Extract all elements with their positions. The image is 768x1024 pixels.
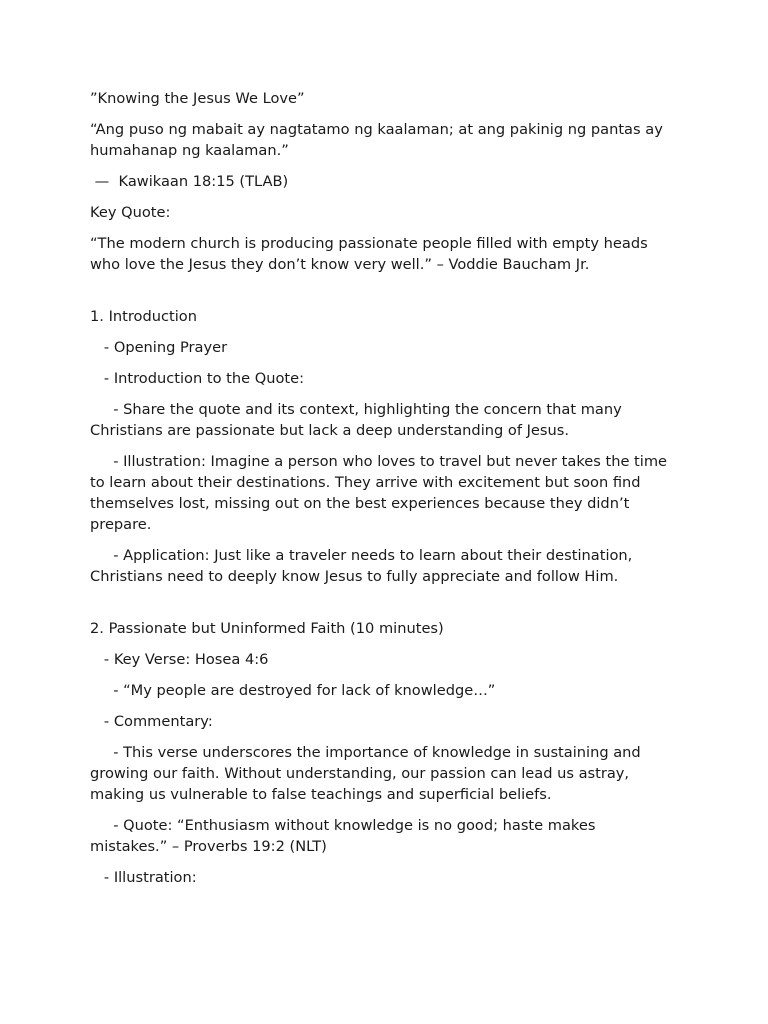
key-verse-item: - Key Verse: Hosea 4:6 — [90, 651, 269, 668]
illustration-label-item: - Illustration: — [90, 869, 197, 886]
commentary-label-item: - Commentary: — [90, 713, 213, 730]
commentary-text-item: - This verse underscores the importance of knowledge in sustaining and growing our faith. Without understanding, our passion can lead us astray, making us vulnerable to false teachings and superficial beliefs. — [90, 744, 646, 803]
share-quote-item: - Share the quote and its context, highlighting the concern that many Christians are passionate but lack a deep understanding of Jesus. — [90, 401, 627, 439]
intro-to-quote-item: - Introduction to the Quote: — [90, 370, 305, 387]
opening-prayer-item: - Opening Prayer — [90, 339, 228, 356]
illustration-item: - Illustration: Imagine a person who loves to travel but never takes the time to learn about their destinations. They arrive with excitement but soon find themselves lost, missing out on the best experiences because they didn’t prepare. — [90, 453, 672, 533]
epigraph-quote: “Ang puso ng mabait ay nagtatamo ng kaalaman; at ang pakinig ng pantas ay humahanap ng kaalaman.” — [90, 121, 668, 159]
application-item: - Application: Just like a traveler needs to learn about their destination, Christians need to deeply know Jesus to fully appreciate and follow Him. — [90, 547, 637, 585]
document-title: ”Knowing the Jesus We Love” — [90, 90, 305, 107]
epigraph-citation: — Kawikaan 18:15 (TLAB) — [90, 173, 289, 190]
section-2-heading: 2. Passionate but Uninformed Faith (10 minutes) — [90, 620, 444, 637]
key-quote-label: Key Quote: — [90, 204, 171, 221]
proverbs-quote-item: - Quote: “Enthusiasm without knowledge is no good; haste makes mistakes.” – Proverbs 19:2 (NLT) — [90, 817, 601, 855]
key-quote-text: “The modern church is producing passionate people filled with empty heads who love the Jesus they don’t know very well.” – Voddie Baucham Jr. — [90, 235, 653, 273]
document-page — [90, 88, 675, 898]
verse-text-item: - “My people are destroyed for lack of knowledge…” — [90, 682, 496, 699]
section-1-heading: 1. Introduction — [90, 308, 197, 325]
